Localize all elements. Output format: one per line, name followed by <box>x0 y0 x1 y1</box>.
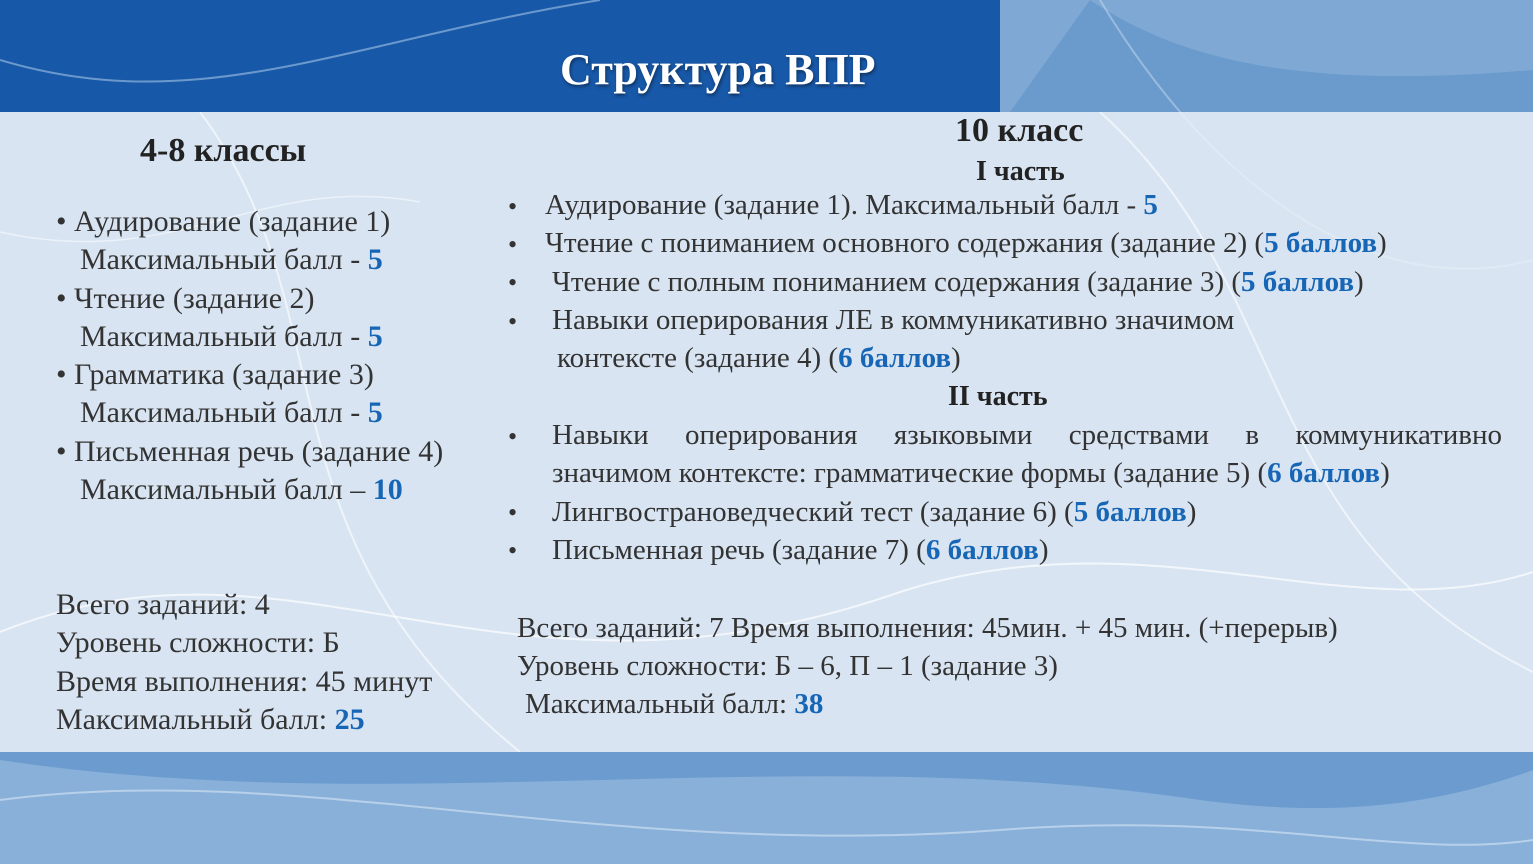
part-2-heading: II часть <box>948 381 1048 412</box>
bullet: • <box>508 268 518 297</box>
score-value: 10 <box>372 473 403 506</box>
left-item-3-label: • Грамматика (задание 3) <box>56 358 374 391</box>
left-summary-time: Время выполнения: 45 минут <box>56 665 433 698</box>
right-summary-tasks-time: Всего заданий: 7 Время выполнения: 45мин. + 45 мин. (+перерыв) <box>517 612 1338 644</box>
left-heading: 4-8 классы <box>140 132 307 169</box>
right-summary-max: Максимальный балл: 38 <box>525 688 824 720</box>
score-value: 5 <box>1143 189 1158 221</box>
left-item-4-label: • Письменная речь (задание 4) <box>56 435 444 468</box>
part-1-item-1: Аудирование (задание 1). Максимальный балл - 5 <box>545 189 1158 221</box>
part-1-item-2: Чтение с пониманием основного содержания (задание 2) (5 баллов) <box>545 227 1387 259</box>
right-heading: 10 класс <box>955 112 1084 149</box>
left-summary-tasks: Всего заданий: 4 <box>56 588 270 621</box>
part-2-item-2: Лингвострановедческий тест (задание 6) (5 баллов) <box>552 496 1197 528</box>
left-item-4-score: Максимальный балл – 10 <box>80 473 403 506</box>
left-item-1-score: Максимальный балл - 5 <box>80 243 383 276</box>
score-value: 5 <box>367 243 383 276</box>
score-value: 6 баллов <box>1267 457 1381 489</box>
max-score-value: 25 <box>334 703 365 736</box>
bullet: • <box>508 498 518 527</box>
score-value: 5 баллов <box>1264 227 1378 259</box>
bullet: • <box>508 307 518 336</box>
score-value: 6 баллов <box>838 342 952 374</box>
part-1-heading: I часть <box>976 156 1065 187</box>
score-value: 5 баллов <box>1241 266 1355 298</box>
score-value: 5 <box>367 320 383 353</box>
part-1-item-4-line-2: контексте (задание 4) (6 баллов) <box>557 342 961 374</box>
score-value: 6 баллов <box>925 534 1039 566</box>
slide-title: Структура ВПР <box>560 45 876 94</box>
left-summary-max: Максимальный балл: 25 <box>56 703 365 736</box>
part-2-item-1-line-2: значимом контексте: грамматические формы (задание 5) (6 баллов) <box>552 457 1390 489</box>
max-score-value: 38 <box>794 688 824 720</box>
left-item-1-label: • Аудирование (задание 1) <box>56 205 391 238</box>
left-item-2-label: • Чтение (задание 2) <box>56 282 315 315</box>
left-item-2-score: Максимальный балл - 5 <box>80 320 383 353</box>
left-summary-level: Уровень сложности: Б <box>56 626 340 659</box>
part-2-item-1-line-1: Навыки оперирования языковыми средствами в коммуникативно <box>552 419 1502 451</box>
bullet: • <box>508 422 518 451</box>
bullet: • <box>508 192 518 221</box>
part-1-item-3: Чтение с полным пониманием содержания (задание 3) (5 баллов) <box>552 266 1364 298</box>
bullet: • <box>508 536 518 565</box>
right-summary-level: Уровень сложности: Б – 6, П – 1 (задание 3) <box>517 650 1058 682</box>
part-1-item-4-line-1: Навыки оперирования ЛЕ в коммуникативно значимом <box>552 304 1235 336</box>
score-value: 5 баллов <box>1073 496 1187 528</box>
left-item-3-score: Максимальный балл - 5 <box>80 396 383 429</box>
bullet: • <box>508 230 518 259</box>
score-value: 5 <box>367 396 383 429</box>
part-2-item-3: Письменная речь (задание 7) (6 баллов) <box>552 534 1049 566</box>
